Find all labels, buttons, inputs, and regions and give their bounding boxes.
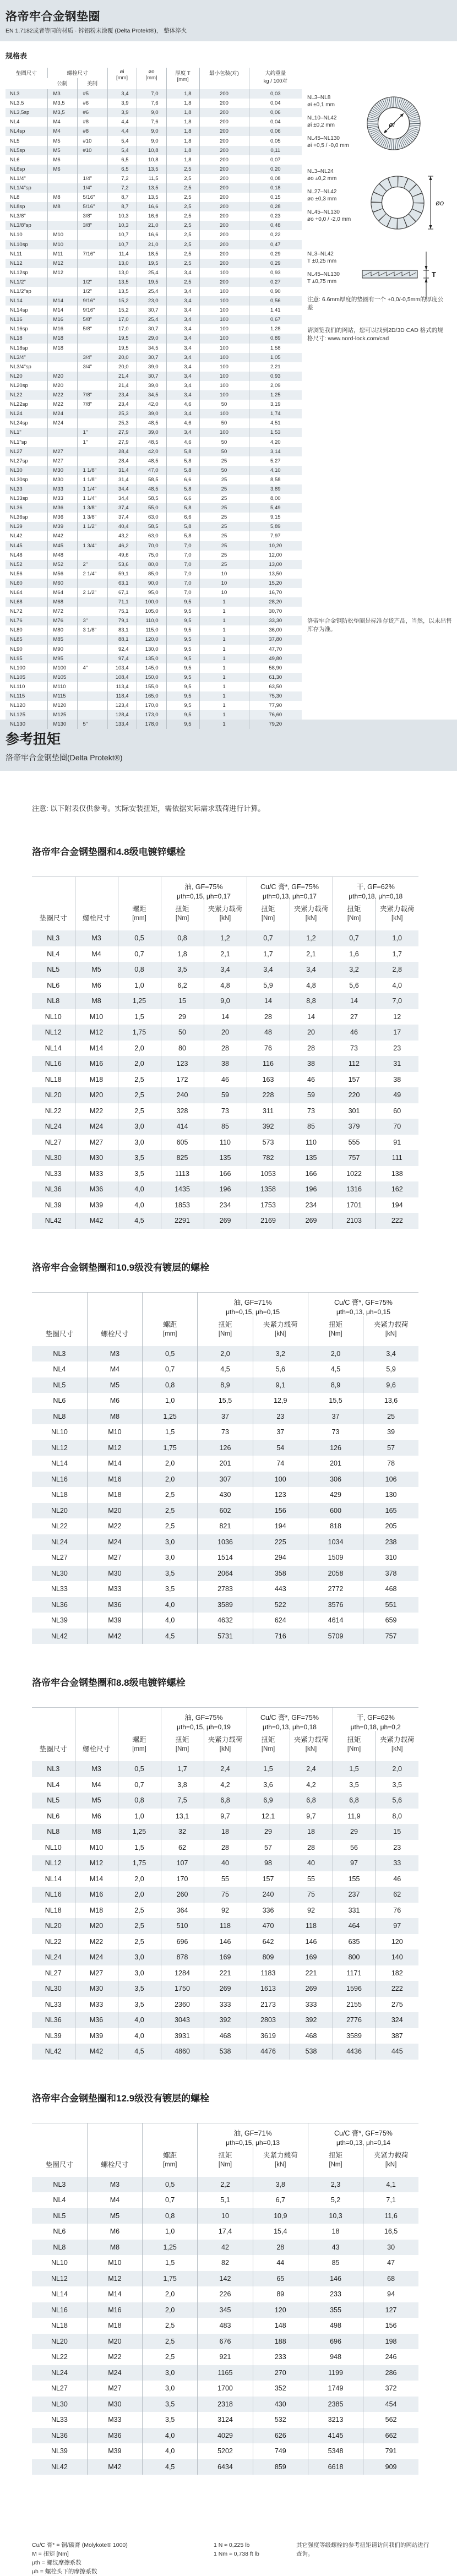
table-row: NL18 M18 2,5 483 148 498 156 (32, 2318, 418, 2334)
table-row: NL18 M18 19,5 29,0 3,4 100 0,89 (6, 334, 302, 343)
torque-section-subtitle: 洛帝牢合金钢垫圈(Delta Protekt®) (6, 753, 123, 762)
table-row: NL39 M39 4,0 1853 234 1753 234 1701 194 (32, 1197, 418, 1213)
cad-website-note: 请浏览我们的网站，您可以找到2D/3D CAD 格式的规格尺寸: www.nord-lock.com/cad (307, 327, 443, 342)
table-row: NL72 M72 75,1 105,0 9,5 1 30,70 (6, 607, 302, 616)
table-row: NL4 M4 0,7 4,5 5,6 4,5 5,9 (32, 1361, 418, 1377)
table-row: NL33 M33 3,5 1113 166 1053 166 1022 138 (32, 1166, 418, 1182)
col-washer-size: 垫圈尺寸 (15, 70, 37, 77)
table-row: NL42 M42 4,5 4860 538 4476 538 4436 445 (32, 2044, 418, 2060)
col-clamp-load: 夹紧力载荷 [kN] (376, 900, 418, 930)
condition-group-header: 油, GF=71% μth=0,15, μh=0,13 (198, 2123, 308, 2147)
table-row: NL12 M12 1,75 107 40 98 40 97 33 (32, 1855, 418, 1871)
table-row: NL10 M10 1,5 82 44 85 47 (32, 2255, 418, 2271)
spec-table (6, 68, 302, 729)
table-row: NL5 M5 0,8 7,5 6,8 6,9 6,8 6,8 5,6 (32, 1793, 418, 1809)
legend-definitions: Cu/C 膏* = 铜/碳膏 (Molykote® 1000) M = 扭矩 [Nm] μth = 螺纹摩擦系数 μh = 螺栓头下的摩擦系数 (32, 2542, 128, 2575)
table-row: NL90 M90 92,4 130,0 9,5 1 47,70 (6, 645, 302, 654)
table-row: NL3 M3 #5 3,4 7,0 1,8 200 0,03 (6, 89, 302, 99)
table-row: NL14 M14 2,0 201 74 201 78 (32, 1456, 418, 1472)
torque-table (32, 1292, 418, 1644)
condition-group-header: 油, GF=75% μth=0,15, μh=0,19 (161, 1708, 247, 1731)
col-metric: 公制 (57, 81, 68, 87)
condition-group-header: Cu/C 膏*, GF=75% μth=0,13, μh=0,15 (308, 1292, 418, 1316)
torque-table-4-8 (32, 876, 418, 1229)
condition-group-header: 油, GF=71% μth=0,15, μh=0,15 (198, 1292, 308, 1316)
col-torque: 扭矩 [Nm] (247, 1731, 290, 1761)
table-row: NL16 M16 2,0 307 100 306 106 (32, 1472, 418, 1488)
col-pitch: 螺距 [mm] (143, 2147, 198, 2177)
col-clamp-load: 夹紧力载荷 [kN] (290, 900, 333, 930)
col-washer-size: 垫圈尺寸 (39, 914, 67, 922)
cam-washer-top-view-icon (363, 167, 446, 238)
table-row: NL12 M12 1,75 142 65 146 68 (32, 2271, 418, 2287)
table-row: NL45 M45 1 3/4" 46,2 70,0 7,0 25 10,20 (6, 541, 302, 551)
washer-side-view-icon (360, 249, 448, 302)
table-row: NL5 M5 #10 5,4 9,0 1,8 200 0,05 (6, 136, 302, 145)
unit-conversions: 1 N ≈ 0,225 lb 1 Nm ≈ 0,738 ft lb (214, 2542, 259, 2557)
torque-table (32, 2123, 418, 2475)
table-row: NL27sp M27 28,4 48,5 5,8 25 5,27 (6, 456, 302, 466)
table-row: NL10 M10 10,7 16,6 2,5 200 0,22 (6, 230, 302, 239)
table-row: NL27 M27 28,4 42,0 5,8 50 3,14 (6, 447, 302, 456)
table-row: NL12 M12 13,0 19,5 2,5 200 0,29 (6, 259, 302, 268)
table-row: NL11 M11 7/16" 11,4 18,5 2,5 200 0,29 (6, 249, 302, 259)
table-row: NL6sp M6 6,5 13,5 2,5 200 0,20 (6, 165, 302, 174)
col-clamp-load: 夹紧力载荷 [kN] (363, 1316, 418, 1346)
table-row: NL30 M30 3,5 1750 269 1613 269 1596 222 (32, 1981, 418, 1997)
torque-table-title-12-9: 洛帝牢合金钢垫圈和12.9级没有镀层的螺栓 (32, 2093, 210, 2104)
table-row: NL10sp M10 10,7 21,0 2,5 200 0,47 (6, 240, 302, 249)
col-torque: 扭矩 [Nm] (247, 900, 290, 930)
condition-group-header: Cu/C 膏*, GF=75% μth=0,13, μh=0,17 (247, 877, 333, 901)
col-clamp-load: 夹紧力载荷 [kN] (253, 2147, 308, 2177)
col-torque: 扭矩 [Nm] (308, 1316, 363, 1346)
table-row: NL18 M18 2,5 364 92 336 92 331 76 (32, 1903, 418, 1919)
table-row: NL24 M24 3,0 414 85 392 85 379 70 (32, 1119, 418, 1135)
col-clamp-load: 夹紧力载荷 [kN] (376, 1731, 418, 1761)
table-row: NL3,5 M3,5 #6 3,9 7,6 1,8 200 0,04 (6, 99, 302, 108)
table-row: NL1/2" 1/2" 13,5 19,5 2,5 200 0,27 (6, 277, 302, 287)
torque-table-12-9 (32, 2123, 418, 2475)
table-row: NL4 M4 #8 4,4 7,6 1,8 200 0,04 (6, 117, 302, 127)
condition-group-header: Cu/C 膏*, GF=75% μth=0,13, μh=0,18 (247, 1708, 333, 1731)
table-row: NL30sp M30 1 1/8" 31,4 58,5 6,6 25 8,58 (6, 475, 302, 484)
table-row: NL39 M39 4,0 4632 624 4614 659 (32, 1613, 418, 1629)
table-row: NL95 M95 97,4 135,0 9,5 1 49,80 (6, 654, 302, 663)
col-bolt-size: 螺栓尺寸 (47, 68, 107, 78)
table-row: NL33 M33 1 1/4" 34,4 48,5 5,8 25 3,89 (6, 484, 302, 494)
table-row: NL18sp M18 19,5 34,5 3,4 100 1,58 (6, 344, 302, 353)
col-pitch: 螺距 [mm] (143, 1316, 198, 1346)
table-row: NL5 M5 0,8 8,9 9,1 8,9 9,6 (32, 1377, 418, 1393)
table-row: NL27 M27 3,0 1284 221 1183 221 1171 182 (32, 1965, 418, 1981)
table-row: NL5 M5 0,8 10 10,9 10,3 11,6 (32, 2208, 418, 2224)
table-row: NL16 M16 5/8" 17,0 25,4 3,4 100 0,67 (6, 315, 302, 324)
table-row: NL8 M8 1,25 32 18 29 18 29 15 (32, 1824, 418, 1840)
table-row: NL10 M10 1,5 73 37 73 39 (32, 1424, 418, 1440)
table-row: NL6 M6 1,0 17,4 15,4 18 16,5 (32, 2224, 418, 2240)
table-row: NL24 M24 3,0 1036 225 1034 238 (32, 1534, 418, 1550)
table-row: NL39 M39 4,0 3931 468 3619 468 3589 387 (32, 2028, 418, 2044)
table-row: NL1/4" 1/4" 7,2 11,5 2,5 200 0,08 (6, 174, 302, 183)
table-row: NL8 M8 1,25 42 28 43 30 (32, 2240, 418, 2256)
table-row: NL20 M20 2,5 240 59 228 59 220 49 (32, 1087, 418, 1103)
table-row: NL130 M130 5" 133,4 178,0 9,5 1 79,20 (6, 720, 302, 729)
table-row: NL16sp M16 5/8" 17,0 30,7 3,4 100 1,28 (6, 324, 302, 334)
col-torque: 扭矩 [Nm] (198, 2147, 253, 2177)
table-row: NL36 M36 4,0 3043 392 2803 392 2776 324 (32, 2012, 418, 2028)
table-row: NL3 M3 0,5 2,0 3,2 2,0 3,4 (32, 1346, 418, 1362)
col-bolt-size: 螺栓尺寸 (87, 2147, 142, 2177)
torque-table-10-9 (32, 1292, 418, 1644)
table-row: NL8sp M8 5/16" 8,7 16,6 2,5 200 0,28 (6, 202, 302, 211)
page-header (0, 0, 457, 41)
table-row: NL3/8" 3/8" 10,3 16,6 2,5 200 0,23 (6, 211, 302, 221)
page-title: 洛帝牢合金钢垫圈 (6, 10, 100, 23)
table-row: NL8 M8 5/16" 8,7 13,5 2,5 200 0,15 (6, 193, 302, 202)
col-inner-diameter: øi [mm] (107, 68, 137, 89)
table-row: NL14 M14 2,0 226 89 233 94 (32, 2286, 418, 2302)
col-washer-size: 垫圈尺寸 (39, 1745, 67, 1753)
table-row: NL42 M42 4,5 6434 859 6618 909 (32, 2459, 418, 2475)
table-row: NL3 M3 0,5 0,8 1,2 0,7 1,2 0,7 1,0 (32, 930, 418, 946)
table-row: NL12sp M12 13,0 25,4 3,4 100 0,93 (6, 268, 302, 277)
thickness-tolerance-note: 注意: 6.6mm厚度的垫圈有一个 +0,0/-0,5mm的厚度公差 (307, 296, 444, 311)
col-outer-diameter: øo [mm] (137, 68, 166, 89)
table-row: NL24 M24 3,0 1165 270 1199 286 (32, 2365, 418, 2381)
table-row: NL3/8"sp 3/8" 10,3 21,0 2,5 200 0,48 (6, 221, 302, 230)
table-row: NL4 M4 0,7 3,8 4,2 3,6 4,2 3,5 3,5 (32, 1777, 418, 1793)
col-pitch: 螺距 [mm] (118, 900, 161, 930)
table-row: NL33 M33 3,5 2360 333 2173 333 2155 275 (32, 1997, 418, 2013)
table-row: NL5sp M5 #10 5,4 10,8 1,8 200 0,11 (6, 146, 302, 155)
table-row: NL16 M16 2,0 123 38 116 38 112 31 (32, 1056, 418, 1072)
table-row: NL36 M36 1 3/8" 37,4 55,0 5,8 25 5,49 (6, 503, 302, 513)
table-row: NL42 M42 4,5 2291 269 2169 269 2103 222 (32, 1213, 418, 1229)
table-row: NL18 M18 2,5 430 123 429 130 (32, 1487, 418, 1503)
col-torque: 扭矩 [Nm] (161, 1731, 204, 1761)
page-footer (32, 2541, 439, 2576)
serrated-washer-top-view-icon (363, 93, 424, 154)
stock-availability-note: 洛帝牢合金钢防松垫圈是标准存货产品，当然，以未出售库存为准。 (307, 618, 452, 633)
table-row: NL33 M33 3,5 3124 532 3213 562 (32, 2412, 418, 2428)
table-row: NL22 M22 2,5 821 194 818 205 (32, 1518, 418, 1534)
col-torque: 扭矩 [Nm] (308, 2147, 363, 2177)
table-row: NL120 M120 123,4 170,0 9,5 1 77,90 (6, 701, 302, 710)
spec-heading: 规格表 (6, 52, 28, 60)
table-row: NL52 M52 2" 53,6 80,0 7,0 25 13,00 (6, 560, 302, 569)
col-approx-weight: 大约重量 kg / 100对 (249, 68, 302, 89)
table-row: NL22sp M22 7/8" 23,4 42,0 4,6 50 3,19 (6, 400, 302, 409)
table-row: NL8 M8 1,25 37 23 37 25 (32, 1409, 418, 1425)
table-row: NL3/4" 3/4" 20,0 30,7 3,4 100 1,05 (6, 353, 302, 362)
table-row: NL110 M110 113,4 155,0 9,5 1 63,50 (6, 682, 302, 691)
condition-group-header: 干, GF=62% μth=0,18, μh=0,2 (333, 1708, 418, 1731)
table-row: NL22 M22 2,5 921 233 948 246 (32, 2349, 418, 2365)
table-row: NL1"sp 1" 27,9 48,5 4,6 50 4,20 (6, 437, 302, 446)
table-row: NL27 M27 3,0 1514 294 1509 310 (32, 1550, 418, 1566)
col-torque: 扭矩 [Nm] (198, 1316, 253, 1346)
table-row: NL56 M56 2 1/4" 59,1 85,0 7,0 10 13,50 (6, 569, 302, 579)
torque-table-title-8-8: 洛帝牢合金钢垫圈和8.8级电镀锌螺栓 (32, 1678, 186, 1688)
table-row: NL1/2"sp 1/2" 13,5 25,4 3,4 100 0,90 (6, 287, 302, 296)
col-clamp-load: 夹紧力载荷 [kN] (290, 1731, 333, 1761)
torque-table-8-8 (32, 1707, 418, 2060)
table-row: NL20 M20 2,5 510 118 470 118 464 97 (32, 1918, 418, 1934)
table-row: NL30 M30 3,5 825 135 782 135 757 111 (32, 1150, 418, 1166)
table-row: NL14 M14 2,0 170 55 157 55 155 46 (32, 1871, 418, 1887)
outer-diameter-tolerance-notes: NL3–NL24 øo ±0,2 mm NL27–NL42 øo ±0,3 mm NL45–NL130 øo +0,0 / -2,0 mm (307, 168, 351, 222)
table-row: NL8 M8 1,25 15 9,0 14 8,8 14 7,0 (32, 993, 418, 1009)
table-row: NL24 M24 3,0 878 169 809 169 800 140 (32, 1949, 418, 1965)
table-row: NL24sp M24 25,3 48,5 4,6 50 4,51 (6, 418, 302, 428)
table-row: NL3/4"sp 3/4" 20,0 39,0 3,4 100 2,21 (6, 362, 302, 372)
table-row: NL68 M68 71,1 100,0 9,5 1 28,20 (6, 597, 302, 607)
table-row: NL33sp M33 1 1/4" 34,4 58,5 6,6 25 8,00 (6, 494, 302, 503)
table-row: NL115 M115 118,4 165,0 9,5 1 75,30 (6, 691, 302, 701)
inner-diameter-dim-label: øi (389, 121, 395, 129)
col-us: 美制 (77, 78, 107, 89)
table-row: NL4sp M4 #8 4,4 9,0 1,8 200 0,06 (6, 127, 302, 136)
torque-section-title: 参考扭矩 (6, 732, 61, 747)
table-row: NL36 M36 4,0 3589 522 3576 551 (32, 1597, 418, 1613)
table-row: NL16 M16 2,0 345 120 355 127 (32, 2302, 418, 2318)
col-torque: 扭矩 [Nm] (333, 1731, 376, 1761)
table-row: NL60 M60 63,1 90,0 7,0 10 15,20 (6, 579, 302, 588)
table-row: NL22 M22 2,5 328 73 311 73 301 60 (32, 1103, 418, 1119)
table-row: NL36 M36 4,0 4029 626 4145 662 (32, 2428, 418, 2444)
table-row: NL20 M20 2,5 602 156 600 165 (32, 1503, 418, 1519)
condition-group-header: 干, GF=62% μth=0,18, μh=0,18 (333, 877, 418, 901)
condition-group-header: 油, GF=75% μth=0,15, μh=0,17 (161, 877, 247, 901)
spec-table-body (6, 89, 302, 729)
torque-disclaimer-note: 注意: 以下附表仅供参考。实际安装扭矩，需依据实际需求载荷进行计算。 (32, 804, 265, 813)
table-row: NL6 M6 1,0 13,1 9,7 12,1 9,7 11,9 8,0 (32, 1809, 418, 1825)
torque-table (32, 1707, 418, 2060)
table-row: NL105 M105 108,4 150,0 9,5 1 61,30 (6, 673, 302, 682)
col-washer-size: 垫圈尺寸 (45, 2160, 73, 2169)
col-bolt-size: 螺栓尺寸 (75, 900, 118, 930)
table-row: NL10 M10 1,5 62 28 57 28 56 23 (32, 1840, 418, 1856)
torque-table-title-4-8: 洛帝牢合金钢垫圈和4.8级电镀锌螺栓 (32, 847, 186, 857)
table-row: NL30 M30 1 1/8" 31,4 47,0 5,8 50 4,10 (6, 466, 302, 475)
page-subtitle: EN 1.7182或者等同的材质 · 锌铝粉末涂覆 (Delta Protekt®)， 整体淬火 (6, 28, 187, 34)
table-row: NL4 M4 0,7 1,8 2,1 1,7 2,1 1,6 1,7 (32, 946, 418, 962)
table-row: NL36 M36 4,0 1435 196 1358 196 1316 162 (32, 1181, 418, 1197)
col-washer-size: 垫圈尺寸 (45, 1330, 73, 1338)
table-row: NL14sp M14 9/16" 15,2 30,7 3,4 100 1,41 (6, 306, 302, 315)
col-clamp-load: 夹紧力载荷 [kN] (204, 900, 247, 930)
thickness-dim-label: T (432, 270, 436, 279)
table-row: NL3,5sp M3,5 #6 3,9 9,0 1,8 200 0,06 (6, 108, 302, 117)
table-row: NL6 M6 1,0 6,2 4,8 5,9 4,8 5,6 4,0 (32, 978, 418, 994)
table-row: NL33 M33 3,5 2783 443 2772 468 (32, 1581, 418, 1597)
table-row: NL80 M80 3 1/8" 83,1 115,0 9,5 1 36,00 (6, 625, 302, 635)
table-row: NL76 M76 3" 79,1 110,0 9,5 1 33,30 (6, 616, 302, 625)
table-row: NL22 M22 7/8" 23,4 34,5 3,4 100 1,25 (6, 390, 302, 400)
col-torque: 扭矩 [Nm] (333, 900, 376, 930)
table-row: NL27 M27 3,0 1700 352 1749 372 (32, 2381, 418, 2397)
table-row: NL64 M64 2 1/2" 67,1 95,0 7,0 10 16,70 (6, 588, 302, 597)
col-min-packaging: 最小包装(对) (199, 68, 249, 89)
table-row: NL27 M27 3,0 605 110 573 110 555 91 (32, 1135, 418, 1151)
spec-section (0, 41, 457, 728)
col-pitch: 螺距 [mm] (118, 1731, 161, 1761)
table-row: NL12 M12 1,75 126 54 126 57 (32, 1440, 418, 1456)
table-row: NL48 M48 49,6 75,0 7,0 25 12,00 (6, 551, 302, 560)
table-row: NL85 M85 88,1 120,0 9,5 1 37,80 (6, 635, 302, 644)
table-row: NL4 M4 0,7 5,1 6,7 5,2 7,1 (32, 2192, 418, 2208)
table-row: NL10 M10 1,5 29 14 28 14 27 12 (32, 1009, 418, 1025)
table-row: NL5 M5 0,8 3,5 3,4 3,4 3,4 3,2 2,8 (32, 962, 418, 978)
col-bolt-size: 螺栓尺寸 (75, 1731, 118, 1761)
table-row: NL42 M42 43,2 63,0 5,8 25 7,97 (6, 531, 302, 541)
table-row: NL39 M39 4,0 5202 749 5348 791 (32, 2443, 418, 2459)
table-row: NL1" 1" 27,9 39,0 3,4 100 1,53 (6, 428, 302, 437)
table-row: NL3 M3 0,5 2,2 3,8 2,3 4,1 (32, 2177, 418, 2193)
table-row: NL14 M14 2,0 80 28 76 28 73 23 (32, 1041, 418, 1056)
torque-table-title-10-9: 洛帝牢合金钢垫圈和10.9级没有镀层的螺栓 (32, 1262, 210, 1273)
col-clamp-load: 夹紧力载荷 [kN] (204, 1731, 247, 1761)
table-row: NL20sp M20 21,4 39,0 3,4 100 2,09 (6, 381, 302, 390)
table-row: NL100 M100 4" 103,4 145,0 9,5 1 58,90 (6, 663, 302, 673)
col-bolt-size: 螺栓尺寸 (87, 1316, 142, 1346)
torque-table (32, 876, 418, 1229)
other-classes-note: 其它强度等级螺栓的参考扭矩请访问我们的网站进行查询。 (296, 2542, 429, 2557)
table-row: NL22 M22 2,5 696 146 642 146 635 120 (32, 1934, 418, 1950)
table-row: NL18 M18 2,5 172 46 163 46 157 38 (32, 1072, 418, 1088)
table-row: NL1/4"sp 1/4" 7,2 13,5 2,5 200 0,18 (6, 183, 302, 193)
table-row: NL30 M30 3,5 2064 358 2058 378 (32, 1566, 418, 1582)
thickness-tolerance-notes: NL3–NL42 T ±0,25 mm NL45–NL130 T ±0,75 mm (307, 251, 340, 285)
table-row: NL14 M14 9/16" 15,2 23,0 3,4 100 0,56 (6, 296, 302, 306)
condition-group-header: Cu/C 膏*, GF=75% μth=0,13, μh=0,14 (308, 2123, 418, 2147)
col-clamp-load: 夹紧力载荷 [kN] (363, 2147, 418, 2177)
table-row: NL42 M42 4,5 5731 716 5709 757 (32, 1629, 418, 1644)
col-torque: 扭矩 [Nm] (161, 900, 204, 930)
col-thickness: 厚度 T [mm] (166, 68, 199, 89)
table-row: NL20 M20 2,5 676 188 696 198 (32, 2334, 418, 2350)
inner-diameter-tolerance-notes: NL3–NL8 øi ±0,1 mm NL10–NL42 øi ±0,2 mm NL45–NL130 øi +0,5 / -0,0 mm (307, 95, 349, 149)
table-row: NL20 M20 21,4 30,7 3,4 100 0,93 (6, 372, 302, 381)
table-row: NL12 M12 1,75 50 20 48 20 46 17 (32, 1025, 418, 1041)
outer-diameter-dim-label: øo (436, 199, 444, 207)
table-row: NL6 M6 1,0 15,5 12,9 15,5 13,6 (32, 1393, 418, 1409)
col-clamp-load: 夹紧力载荷 [kN] (253, 1316, 308, 1346)
table-row: NL24 M24 25,3 39,0 3,4 100 1,74 (6, 409, 302, 418)
table-row: NL39 M39 1 1/2" 40,4 58,5 5,8 25 5,89 (6, 522, 302, 531)
table-row: NL36sp M36 1 3/8" 37,4 63,0 6,6 25 9,15 (6, 513, 302, 522)
table-row: NL16 M16 2,0 260 75 240 75 237 62 (32, 1887, 418, 1903)
table-row: NL6 M6 6,5 10,8 1,8 200 0,07 (6, 155, 302, 165)
table-row: NL125 M125 128,4 173,0 9,5 1 76,60 (6, 710, 302, 720)
table-row: NL3 M3 0,5 1,7 2,4 1,5 2,4 1,5 2,0 (32, 1761, 418, 1777)
table-row: NL30 M30 3,5 2318 430 2385 454 (32, 2397, 418, 2412)
